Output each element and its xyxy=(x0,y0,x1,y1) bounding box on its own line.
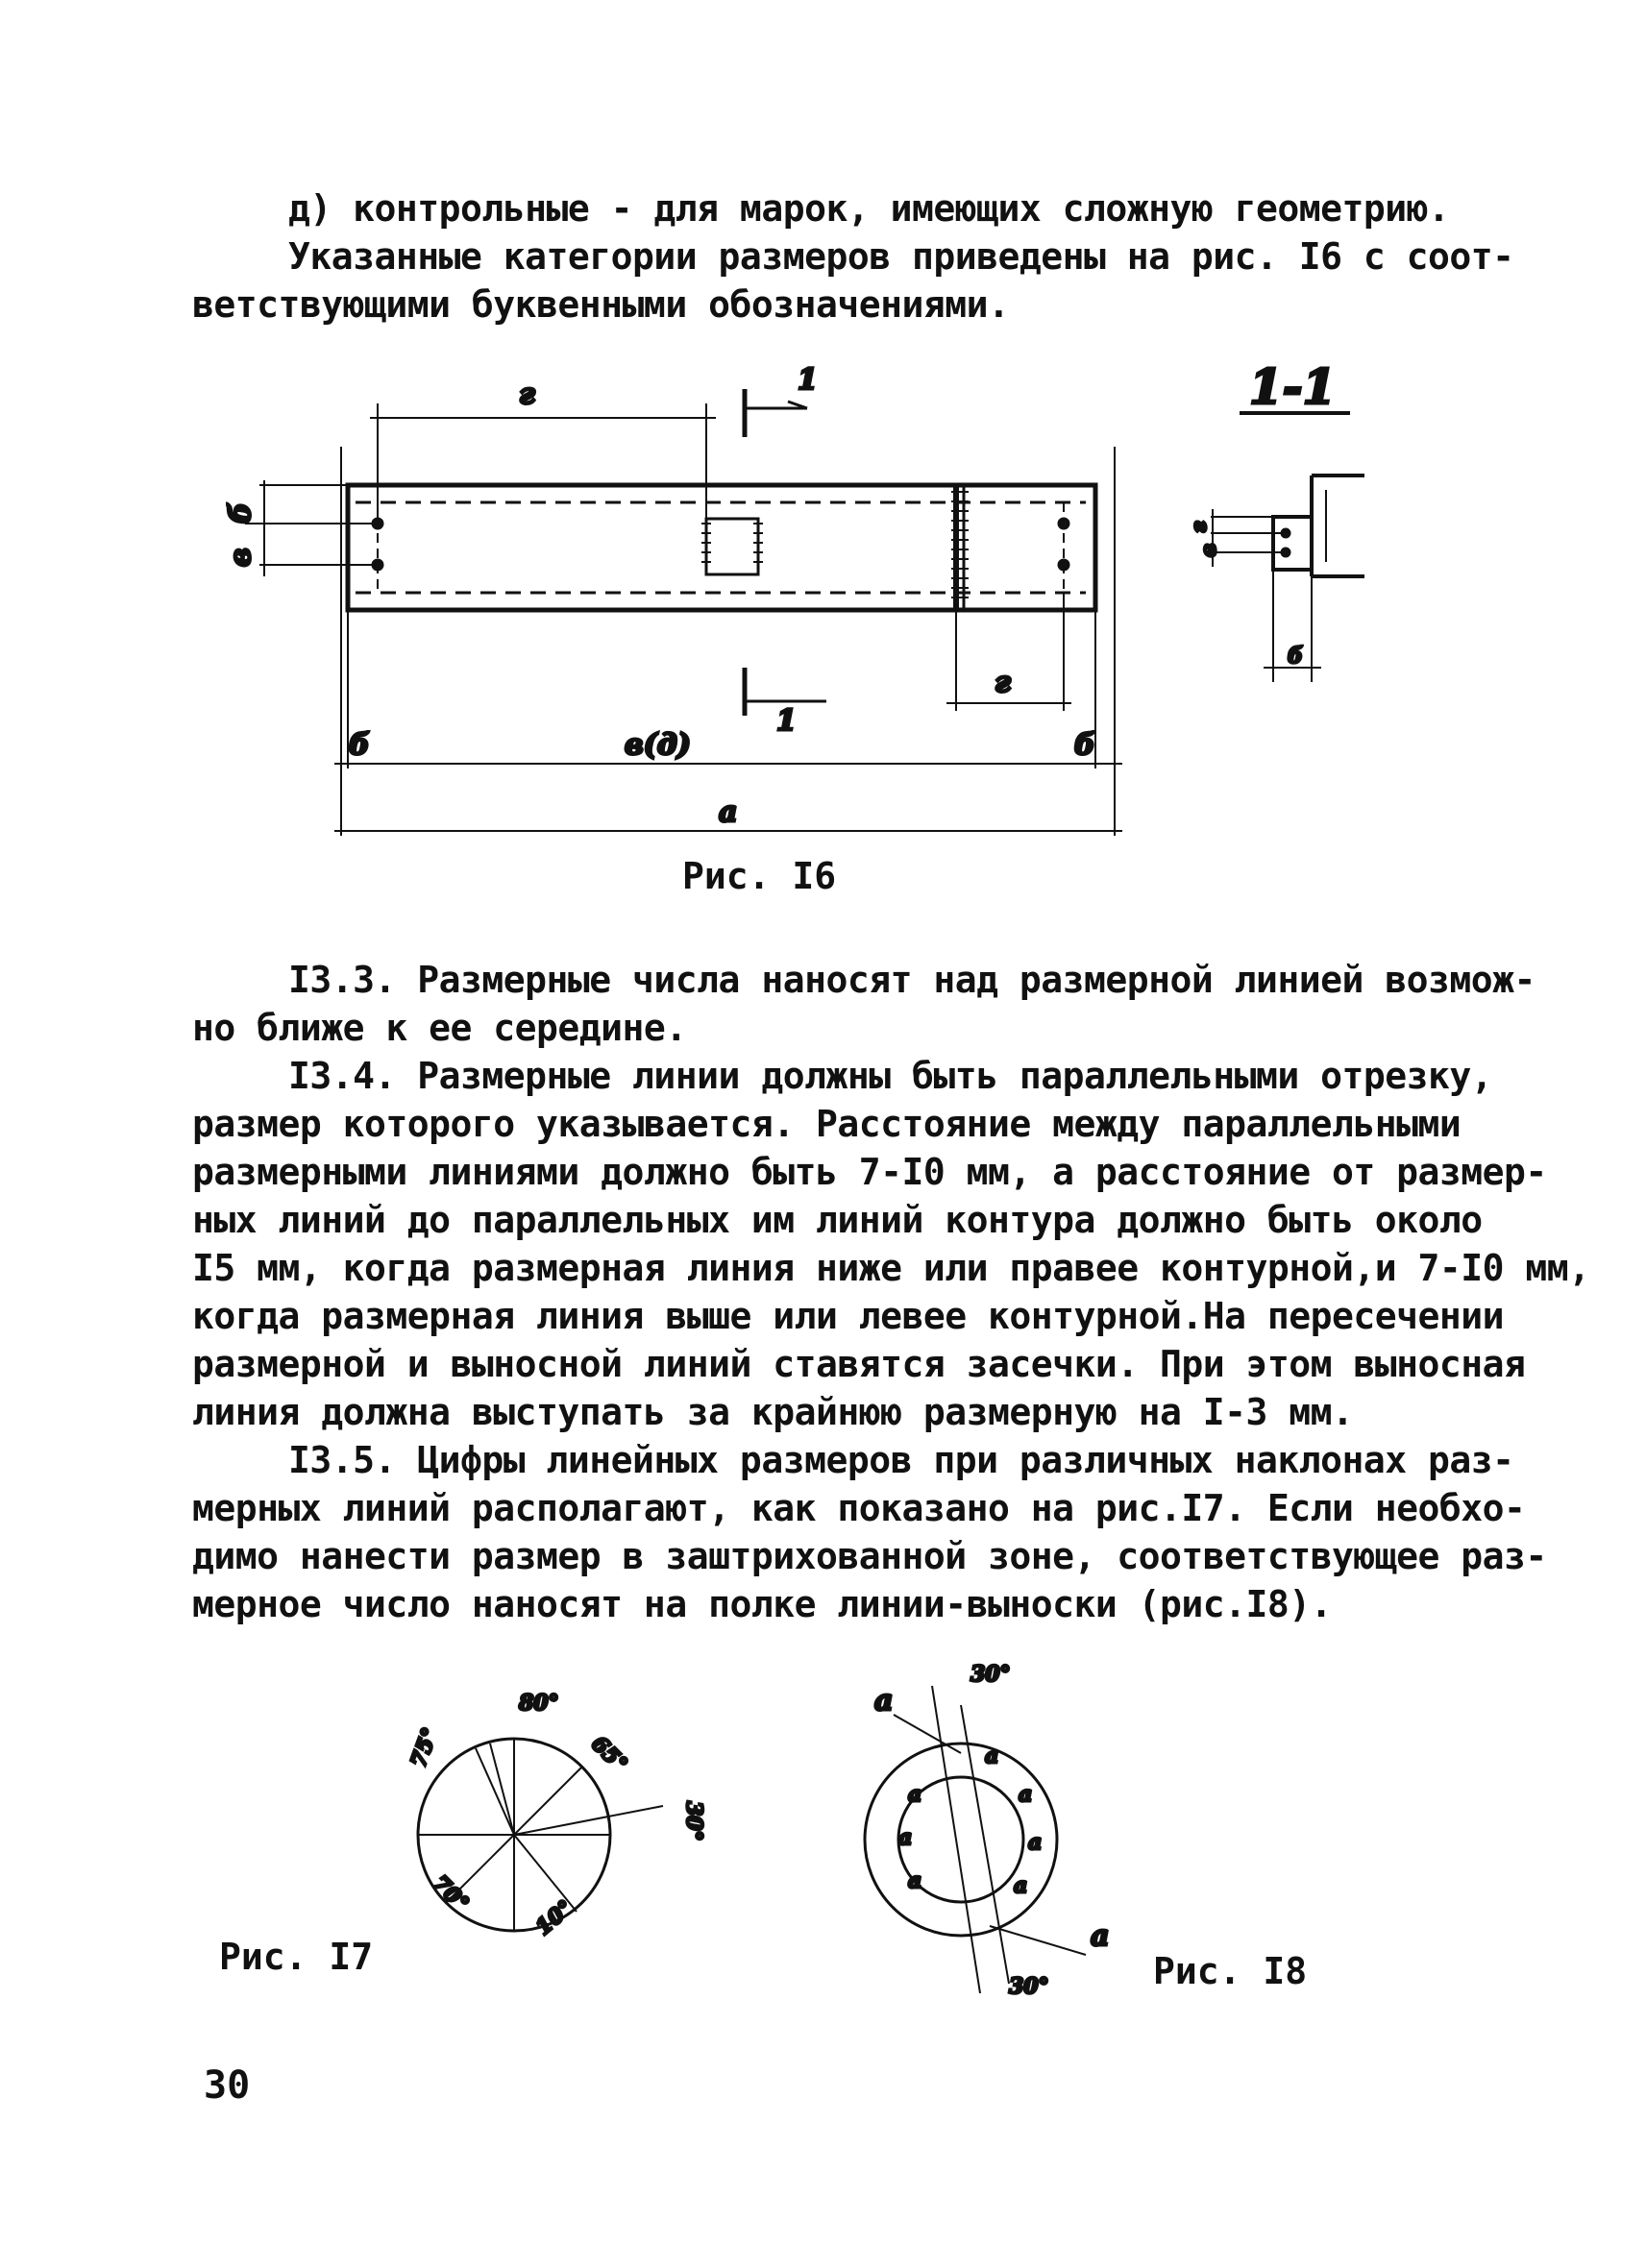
paragraph-categories-l1: Указанные категории размеров приведены на рис. I6 с соот- xyxy=(288,235,1514,278)
paragraph-13-5-l3: димо нанести размер в заштрихованной зоне, соответствующее раз- xyxy=(192,1535,1547,1577)
paragraph-13-5-l4: мерное число наносят на полке линии-выноски (рис.I8). xyxy=(192,1583,1333,1625)
fig18-label-a-bottom: а xyxy=(1091,1919,1110,1953)
paragraph-13-4-l7: размерной и выносной линий ставятся засечки. При этом выносная xyxy=(192,1343,1526,1385)
fig18-ring-a-1: а xyxy=(985,1744,999,1768)
fig16-cut-mark-top: 1 xyxy=(798,363,818,397)
fig16-dim-b-bottom-left: б xyxy=(349,728,370,762)
fig16-dim-v: в xyxy=(224,548,258,567)
paragraph-13-4-l8: линия должна выступать за крайнюю размерную на I-3 мм. xyxy=(192,1391,1354,1433)
fig18-angle-top: 30° xyxy=(970,1662,1011,1687)
paragraph-13-4-l1: I3.4. Размерные линии должны быть параллельными отрезку, xyxy=(288,1055,1493,1097)
fig18-ring-a-3: а xyxy=(1028,1830,1043,1855)
fig16-dim-v-d: в(д) xyxy=(625,728,691,762)
fig18-label-a-top: а xyxy=(874,1684,894,1718)
figure-18-caption: Рис. I8 xyxy=(1153,1950,1308,1992)
paragraph-13-4-l5: I5 мм, когда размерная линия ниже или правее контурной,и 7-I0 мм, xyxy=(192,1247,1590,1289)
paragraph-13-4-l6: когда размерная линия выше или левее контурной.На пересечении xyxy=(192,1295,1505,1337)
fig17-angle-80: 80° xyxy=(519,1691,559,1716)
fig18-ring-a-6: а xyxy=(898,1825,913,1850)
fig16-section-dim-v: в xyxy=(1196,543,1221,557)
fig17-angle-75: 75° xyxy=(405,1724,444,1771)
page-number: 30 xyxy=(204,2063,251,2108)
fig17-angle-10: 10° xyxy=(530,1895,578,1940)
paragraph-d-control: д) контрольные - для марок, имеющих сложную геометрию. xyxy=(288,187,1450,230)
fig18-ring-a-5: а xyxy=(908,1782,922,1807)
fig18-angle-bottom: 30° xyxy=(1009,1974,1049,1999)
paragraph-13-4-l4: ных линий до параллельных им линий контура должно быть около xyxy=(192,1199,1483,1241)
fig18-ring-a-4: а xyxy=(1014,1873,1028,1898)
figure-17-caption: Рис. I7 xyxy=(219,1936,374,1978)
fig16-cut-mark-bottom: 1 xyxy=(776,704,797,738)
figure-16-caption: Рис. I6 xyxy=(682,855,837,897)
fig16-section-dim-g: г xyxy=(1187,521,1212,533)
fig16-dim-a: а xyxy=(719,795,738,829)
figure-16-drawing xyxy=(0,346,1646,941)
paragraph-13-4-l3: размерными линиями должно быть 7-I0 мм, а расстояние от размер- xyxy=(192,1151,1547,1193)
fig18-ring-a-2: а xyxy=(1019,1782,1033,1807)
paragraph-13-5-l2: мерных линий располагают, как показано на рис.I7. Если необхо- xyxy=(192,1487,1526,1529)
fig16-dim-g-bottom: г xyxy=(995,666,1011,699)
figure-17-drawing xyxy=(375,1662,778,1988)
fig16-section-label: 1-1 xyxy=(1249,358,1337,415)
fig16-section-dim-b: б xyxy=(1288,644,1303,669)
paragraph-categories-l2: ветствующими буквенными обозначениями. xyxy=(192,283,1010,326)
fig17-angle-65: 65° xyxy=(586,1731,632,1778)
fig16-dim-b-left: б xyxy=(224,502,258,524)
paragraph-13-5-l1: I3.5. Цифры линейных размеров при различных наклонах раз- xyxy=(288,1439,1514,1481)
fig18-ring-a-7: а xyxy=(908,1868,922,1893)
paragraph-13-3-l2: но ближе к ее середине. xyxy=(192,1007,687,1049)
paragraph-13-4-l2: размер которого указывается. Расстояние между параллельными xyxy=(192,1103,1462,1145)
fig16-dim-b-bottom-right: б xyxy=(1074,728,1095,762)
fig16-dim-g-top: г xyxy=(519,378,535,411)
fig17-angle-30: 30° xyxy=(681,1801,706,1841)
paragraph-13-3-l1: I3.3. Размерные числа наносят над размерной линией возмож- xyxy=(288,959,1535,1001)
fig17-angle-70: 70° xyxy=(428,1870,474,1917)
